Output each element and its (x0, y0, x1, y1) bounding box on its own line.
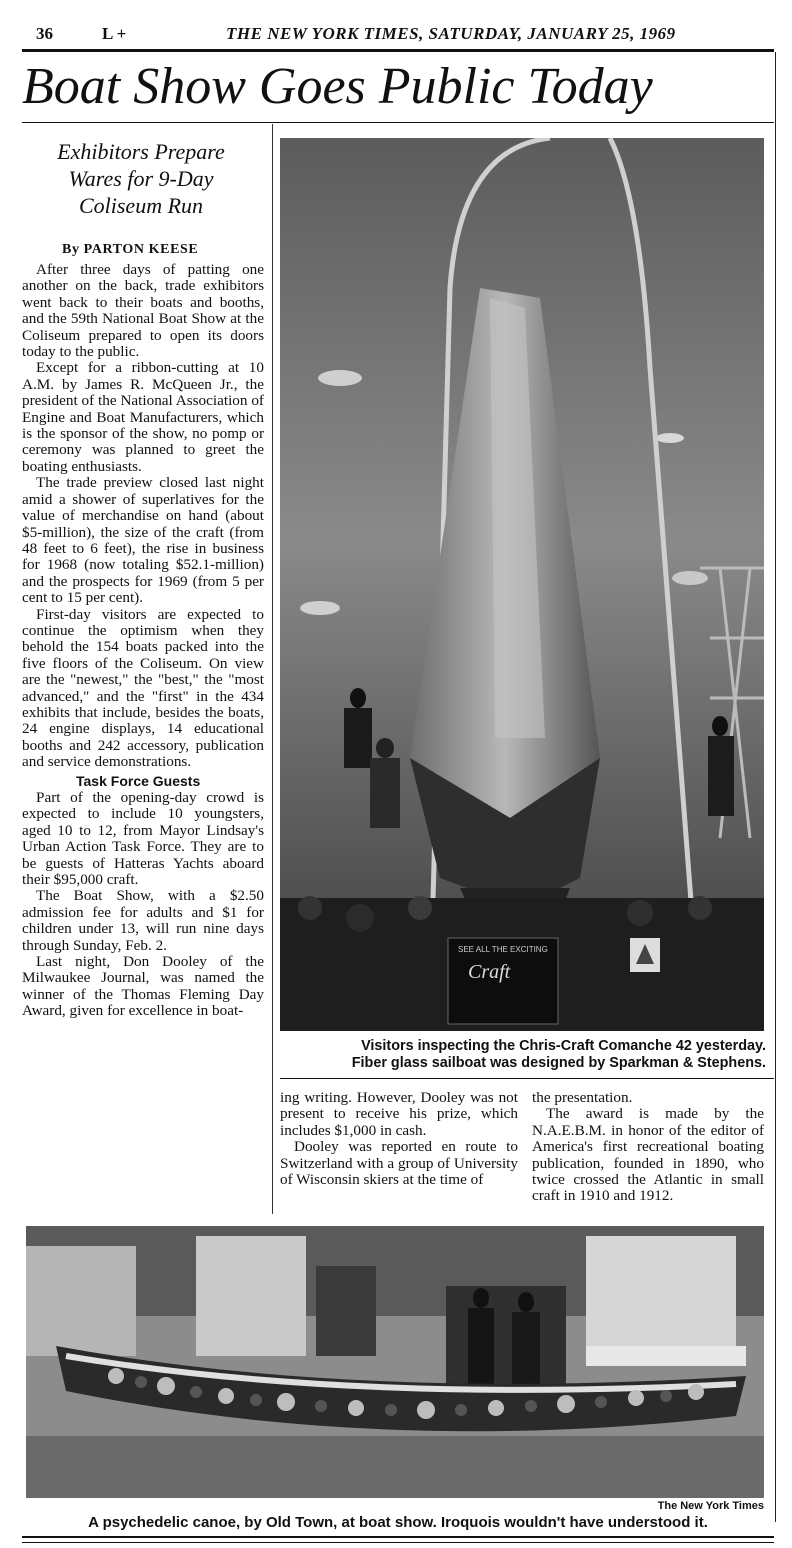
headline: Boat Show Goes Public Today (22, 58, 653, 115)
paragraph: Dooley was reported en route to Switzerland with a group of University of Wisconsin skiers at the time of (280, 1138, 518, 1189)
caption-rule (280, 1078, 774, 1079)
byline: By PARTON KEESE (62, 242, 199, 257)
paragraph: Part of the opening-day crowd is expected to include 10 youngsters, aged 10 to 12, from Mayor Lindsay's Urban Action Task Force. They are to be guests of Hatteras Yachts aboard their $95,000 craft. (22, 789, 264, 889)
paragraph: The award is made by the N.A.E.B.M. in honor of the editor of America's first recreational boating publication, founded in 1890, who twice crossed the Atlantic in small craft in 1910 and 1912. (532, 1105, 764, 1205)
paragraph: ing writing. However, Dooley was not present to receive his prize, which includes $1,000 in cash. (280, 1089, 518, 1139)
sailboat-photo-image (280, 138, 764, 1031)
sign-text: SEE ALL THE EXCITING (458, 945, 548, 954)
deck-line: Exhibitors Prepare (57, 139, 225, 164)
bottom-rule (22, 1536, 774, 1538)
paragraph: The Boat Show, with a $2.50 admission fee for adults and $1 for children under 13, will run nine days through Sunday, Feb. 2. (22, 887, 264, 954)
deck-line: Coliseum Run (78, 193, 204, 218)
sign-brand: Craft (468, 961, 511, 983)
sailboat-caption (280, 1038, 766, 1072)
canoe-photo (26, 1226, 764, 1498)
paragraph: Last night, Don Dooley of the Milwaukee Journal, was named the winner of the Thomas Fleming Day Award, given for excellence in boat- (22, 953, 264, 1020)
paragraph: The trade preview closed last night amid a shower of superlatives for the value of merchandise on hand (about $5-million), the size of the craft (from 48 feet to 6 feet), the rise in business for 1968 (now totaling $52.1-million) and the prospects for 1969 (from 5 per cent to 15 per cent). (22, 474, 264, 607)
article-column-2 (280, 1090, 518, 1188)
page-number: 36 (36, 24, 53, 43)
photo-credit: The New York Times (657, 1500, 764, 1512)
deck (12, 138, 270, 219)
edition-mark: L + (102, 24, 127, 43)
paragraph: After three days of patting one another on the back, trade exhibitors went back to their boats and booths, and the 59th National Boat Show at the Coliseum prepared to open its doors today to the public. (22, 261, 264, 361)
headline-rule (22, 122, 774, 123)
dateline: THE NEW YORK TIMES, SATURDAY, JANUARY 25, 1969 (226, 24, 676, 43)
sailboat-photo (280, 138, 764, 1031)
canoe-photo-image (26, 1226, 764, 1498)
right-column-rule (775, 52, 776, 1522)
caption-line: Visitors inspecting the Chris-Craft Comanche 42 yesterday. (361, 1038, 766, 1054)
top-rule (22, 49, 774, 52)
article-column-1 (22, 262, 264, 1020)
caption-line: Fiber glass sailboat was designed by Sparkman & Stephens. (351, 1055, 766, 1071)
deck-line: Wares for 9-Day (68, 166, 214, 191)
bottom-rule-thin (22, 1542, 774, 1543)
folio-line (30, 22, 770, 46)
paragraph: Except for a ribbon-cutting at 10 A.M. by James R. McQueen Jr., the president of the National Association of Engine and Boat Manufacturers, which is the sponsor of the show, no pomp or ceremony was planned to greet the boating enthusiasts. (22, 359, 264, 475)
column-divider (272, 124, 273, 1214)
article-column-3 (532, 1090, 764, 1205)
subhead: Task Force Guests (76, 772, 201, 789)
paragraph: the presentation. (532, 1089, 633, 1106)
canoe-caption: A psychedelic canoe, by Old Town, at boat show. Iroquois wouldn't have understood it. (88, 1514, 708, 1531)
paragraph: First-day visitors are expected to continue the optimism when they behold the 154 boats packed into the five floors of the Coliseum. On view are the "newest," the "best," the "most advanced," and the "first" in the 434 exhibits that include, besides the boats, 24 engine displays, 14 educational booths and 242 accessory, publication and service demonstrations. (22, 605, 264, 771)
